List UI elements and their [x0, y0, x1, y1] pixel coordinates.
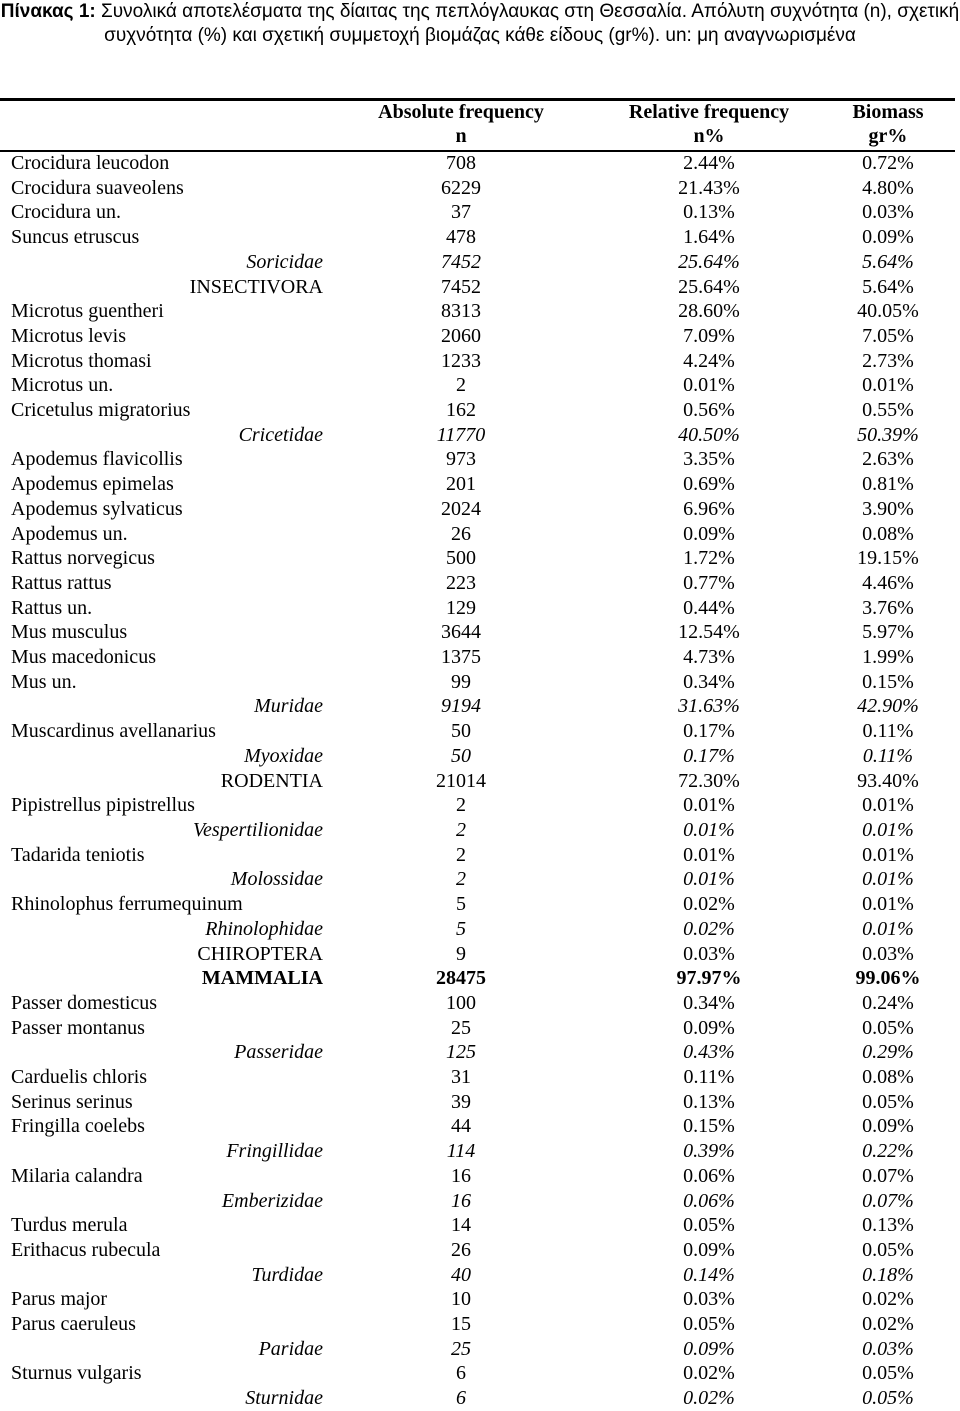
absolute-frequency-cell: 25 [451, 1016, 471, 1039]
absolute-frequency-cell: 15 [451, 1313, 471, 1336]
relative-frequency-cell: 0.11% [683, 1066, 735, 1089]
absolute-frequency-cell: 223 [446, 571, 476, 594]
biomass-cell: 0.08% [862, 522, 914, 545]
biomass-cell: 0.09% [862, 226, 914, 249]
absolute-frequency-cell: 6 [456, 1362, 466, 1385]
biomass-cell: 3.90% [862, 497, 914, 520]
taxon-name-cell: Turdidae [251, 1263, 323, 1286]
absolute-frequency-cell: 39 [451, 1090, 471, 1113]
biomass-cell: 42.90% [857, 695, 919, 718]
relative-frequency-cell: 0.09% [683, 1238, 735, 1261]
relative-frequency-cell: 0.34% [683, 991, 735, 1014]
taxon-name-cell: Molossidae [230, 868, 323, 891]
taxon-name-cell: Sturnidae [245, 1387, 323, 1410]
taxon-name-cell: Microtus levis [11, 324, 126, 347]
absolute-frequency-cell: 11770 [436, 423, 486, 446]
table-row [0, 1164, 960, 1189]
table-row [0, 1040, 960, 1065]
taxon-name-cell: Myoxidae [244, 744, 323, 767]
absolute-frequency-cell: 201 [446, 473, 476, 496]
table-row [0, 917, 960, 942]
taxon-name-cell: Tadarida teniotis [11, 843, 145, 866]
biomass-cell: 0.81% [862, 473, 914, 496]
taxon-name-cell: Sturnus vulgaris [11, 1362, 142, 1385]
table-body [0, 151, 960, 1411]
relative-frequency-cell: 0.01% [683, 843, 735, 866]
absolute-frequency-cell: 40 [451, 1263, 471, 1286]
absolute-frequency-cell: 129 [446, 596, 476, 619]
relative-frequency-cell: 72.30% [678, 769, 740, 792]
relative-frequency-cell: 0.01% [683, 818, 735, 841]
biomass-cell: 0.05% [862, 1016, 914, 1039]
absolute-frequency-cell: 99 [451, 670, 471, 693]
biomass-cell: 0.18% [862, 1263, 914, 1286]
relative-frequency-cell: 0.09% [683, 1337, 735, 1360]
absolute-frequency-cell: 16 [451, 1189, 471, 1212]
taxon-name-cell: Crocidura suaveolens [11, 176, 184, 199]
relative-frequency-cell: 0.02% [683, 1362, 735, 1385]
relative-frequency-cell: 0.06% [683, 1189, 735, 1212]
relative-frequency-cell: 1.64% [683, 226, 735, 249]
table-row [0, 991, 960, 1016]
table-row [0, 472, 960, 497]
biomass-cell: 93.40% [857, 769, 919, 792]
taxon-name-cell: Rattus un. [11, 596, 93, 619]
table-row [0, 867, 960, 892]
table-row [0, 892, 960, 917]
absolute-frequency-cell: 7452 [441, 250, 481, 273]
table-row [0, 942, 960, 967]
header-biomass-title: Biomass [852, 101, 924, 123]
relative-frequency-cell: 0.13% [683, 1090, 735, 1113]
biomass-cell: 0.29% [862, 1041, 914, 1064]
relative-frequency-cell: 0.17% [683, 720, 735, 743]
taxon-name-cell: MAMMALIA [201, 967, 323, 990]
table-row [0, 719, 960, 744]
taxon-name-cell: Serinus serinus [11, 1090, 133, 1113]
biomass-cell: 0.24% [862, 991, 914, 1014]
biomass-cell: 4.46% [862, 571, 914, 594]
header-relative-frequency [608, 100, 810, 150]
taxon-name-cell: Vespertilionidae [193, 818, 323, 841]
absolute-frequency-cell: 973 [446, 448, 476, 471]
relative-frequency-cell: 4.73% [683, 646, 735, 669]
taxon-name-cell: Muridae [254, 695, 323, 718]
header-absolute-frequency [360, 100, 562, 150]
relative-frequency-cell: 4.24% [683, 349, 735, 372]
biomass-cell: 0.01% [862, 794, 914, 817]
absolute-frequency-cell: 16 [451, 1164, 471, 1187]
table-row [0, 1139, 960, 1164]
biomass-cell: 0.08% [862, 1066, 914, 1089]
relative-frequency-cell: 25.64% [678, 250, 740, 273]
taxon-name-cell: Rattus norvegicus [11, 547, 155, 570]
relative-frequency-cell: 7.09% [683, 324, 735, 347]
table-row [0, 324, 960, 349]
relative-frequency-cell: 0.13% [683, 201, 735, 224]
biomass-cell: 4.80% [862, 176, 914, 199]
taxon-name-cell: Emberizidae [221, 1189, 323, 1212]
biomass-cell: 0.02% [862, 1288, 914, 1311]
taxon-name-cell: Erithacus rubecula [11, 1238, 161, 1261]
table-row [0, 1189, 960, 1214]
absolute-frequency-cell: 50 [451, 744, 471, 767]
header-biomass [828, 100, 948, 150]
absolute-frequency-cell: 37 [451, 201, 471, 224]
absolute-frequency-cell: 5 [456, 893, 466, 916]
taxon-name-cell: Soricidae [246, 250, 323, 273]
table-row [0, 1016, 960, 1041]
absolute-frequency-cell: 28475 [436, 967, 486, 990]
taxon-name-cell: Pipistrellus pipistrellus [11, 794, 195, 817]
biomass-cell: 5.64% [862, 275, 914, 298]
taxon-name-cell: Apodemus un. [11, 522, 128, 545]
table-row [0, 423, 960, 448]
taxon-name-cell: Crocidura leucodon [11, 152, 170, 174]
table-row [0, 1361, 960, 1386]
absolute-frequency-cell: 478 [446, 226, 476, 249]
caption-text: Συνολικά αποτελέσματα της δίαιτας της πεπλόγλαυκας στη Θεσσαλία. Απόλυτη συχνότητα (n), σχετική συχνότητα (%) και σχετική συμμετοχή βιομάζας κάθε είδους (gr%). un: μη αναγνωρισμένα [101, 1, 960, 46]
table-row [0, 275, 960, 300]
absolute-frequency-cell: 6 [456, 1387, 466, 1410]
biomass-cell: 40.05% [857, 300, 919, 323]
absolute-frequency-cell: 2 [456, 794, 466, 817]
biomass-cell: 0.01% [862, 843, 914, 866]
absolute-frequency-cell: 125 [446, 1041, 476, 1064]
table-row [0, 373, 960, 398]
absolute-frequency-cell: 8313 [441, 300, 481, 323]
taxon-name-cell: Mus un. [11, 670, 77, 693]
relative-frequency-cell: 2.44% [683, 152, 735, 174]
relative-frequency-cell: 97.97% [676, 967, 742, 990]
taxon-name-cell: Carduelis chloris [11, 1066, 148, 1089]
table-row [0, 1065, 960, 1090]
table-row [0, 299, 960, 324]
biomass-cell: 2.63% [862, 448, 914, 471]
relative-frequency-cell: 0.34% [683, 670, 735, 693]
relative-frequency-cell: 28.60% [678, 300, 740, 323]
taxon-name-cell: Mus musculus [11, 621, 128, 644]
taxon-name-cell: Mus macedonicus [11, 646, 156, 669]
biomass-cell: 0.05% [862, 1090, 914, 1113]
absolute-frequency-cell: 21014 [436, 769, 486, 792]
relative-frequency-cell: 0.69% [683, 473, 735, 496]
biomass-cell: 0.01% [862, 868, 914, 891]
absolute-frequency-cell: 2 [456, 868, 466, 891]
table-row [0, 225, 960, 250]
header-absolute-title: Absolute frequency [378, 101, 544, 123]
table-row [0, 1238, 960, 1263]
absolute-frequency-cell: 1233 [441, 349, 481, 372]
relative-frequency-cell: 0.03% [683, 942, 735, 965]
biomass-cell: 0.03% [862, 1337, 914, 1360]
absolute-frequency-cell: 25 [451, 1337, 471, 1360]
taxon-name-cell: RODENTIA [220, 769, 323, 792]
relative-frequency-cell: 21.43% [678, 176, 740, 199]
taxon-name-cell: Turdus merula [11, 1214, 128, 1237]
taxon-name-cell: Parus major [11, 1288, 108, 1311]
biomass-cell: 50.39% [857, 423, 919, 446]
header-absolute-unit: n [455, 125, 467, 147]
relative-frequency-cell: 0.05% [683, 1214, 735, 1237]
relative-frequency-cell: 0.09% [683, 522, 735, 545]
absolute-frequency-cell: 31 [451, 1066, 471, 1089]
taxon-name-cell: Passeridae [234, 1041, 323, 1064]
taxon-name-cell: Milaria calandra [11, 1164, 143, 1187]
absolute-frequency-cell: 114 [446, 1140, 476, 1163]
table-row [0, 769, 960, 794]
relative-frequency-cell: 31.63% [678, 695, 740, 718]
relative-frequency-cell: 0.02% [683, 917, 735, 940]
relative-frequency-cell: 0.17% [683, 744, 735, 767]
taxon-name-cell: Suncus etruscus [11, 226, 140, 249]
biomass-cell: 0.07% [862, 1189, 914, 1212]
table-row [0, 1114, 960, 1139]
taxon-name-cell: Microtus thomasi [11, 349, 152, 372]
table-row [0, 398, 960, 423]
absolute-frequency-cell: 6229 [441, 176, 481, 199]
absolute-frequency-cell: 50 [451, 720, 471, 743]
biomass-cell: 7.05% [862, 324, 914, 347]
taxon-name-cell: Microtus guentheri [11, 300, 164, 323]
table-row [0, 966, 960, 991]
biomass-cell: 0.15% [862, 670, 914, 693]
table-row [0, 522, 960, 547]
taxon-name-cell: Microtus un. [11, 374, 114, 397]
absolute-frequency-cell: 9194 [441, 695, 481, 718]
biomass-cell: 19.15% [857, 547, 919, 570]
absolute-frequency-cell: 3644 [441, 621, 481, 644]
taxon-name-cell: Apodemus sylvaticus [11, 497, 183, 520]
relative-frequency-cell: 0.14% [683, 1263, 735, 1286]
taxon-name-cell: Parus caeruleus [11, 1313, 136, 1336]
table-row [0, 645, 960, 670]
biomass-cell: 0.05% [862, 1238, 914, 1261]
table-row [0, 151, 960, 176]
absolute-frequency-cell: 1375 [441, 646, 481, 669]
relative-frequency-cell: 25.64% [678, 275, 740, 298]
taxon-name-cell: Crocidura un. [11, 201, 121, 224]
absolute-frequency-cell: 5 [456, 917, 466, 940]
absolute-frequency-cell: 26 [451, 1238, 471, 1261]
table-row [0, 1263, 960, 1288]
biomass-cell: 0.05% [862, 1387, 914, 1410]
relative-frequency-cell: 3.35% [683, 448, 735, 471]
taxon-name-cell: Muscardinus avellanarius [11, 720, 216, 743]
relative-frequency-cell: 0.44% [683, 596, 735, 619]
relative-frequency-cell: 12.54% [678, 621, 740, 644]
table-row [0, 349, 960, 374]
absolute-frequency-cell: 2060 [441, 324, 481, 347]
relative-frequency-cell: 0.56% [683, 399, 735, 422]
relative-frequency-cell: 0.03% [683, 1288, 735, 1311]
absolute-frequency-cell: 26 [451, 522, 471, 545]
biomass-cell: 0.09% [862, 1115, 914, 1138]
biomass-cell: 0.03% [862, 942, 914, 965]
table-row [0, 1287, 960, 1312]
table-row [0, 250, 960, 275]
absolute-frequency-cell: 44 [451, 1115, 471, 1138]
biomass-cell: 0.03% [862, 201, 914, 224]
relative-frequency-cell: 40.50% [678, 423, 740, 446]
table-row [0, 620, 960, 645]
biomass-cell: 0.11% [862, 744, 914, 767]
table-row [0, 1312, 960, 1337]
taxon-name-cell: Fringilla coelebs [11, 1115, 145, 1138]
table-row [0, 596, 960, 621]
biomass-cell: 0.07% [862, 1164, 914, 1187]
biomass-cell: 0.01% [862, 818, 914, 841]
table-row [0, 1386, 960, 1411]
absolute-frequency-cell: 100 [446, 991, 476, 1014]
biomass-cell: 0.01% [862, 374, 914, 397]
table-row [0, 497, 960, 522]
taxon-name-cell: Cricetulus migratorius [11, 399, 191, 422]
absolute-frequency-cell: 14 [451, 1214, 471, 1237]
table-row [0, 447, 960, 472]
biomass-cell: 3.76% [862, 596, 914, 619]
table-row [0, 571, 960, 596]
biomass-cell: 99.06% [855, 967, 921, 990]
table-row [0, 818, 960, 843]
taxon-name-cell: Passer montanus [11, 1016, 145, 1039]
table-row [0, 843, 960, 868]
biomass-cell: 0.13% [862, 1214, 914, 1237]
table-row [0, 546, 960, 571]
relative-frequency-cell: 0.15% [683, 1115, 735, 1138]
relative-frequency-cell: 0.02% [683, 893, 735, 916]
biomass-cell: 0.11% [862, 720, 914, 743]
taxon-name-cell: Fringillidae [226, 1140, 323, 1163]
biomass-cell: 0.01% [862, 917, 914, 940]
absolute-frequency-cell: 2 [456, 374, 466, 397]
biomass-cell: 0.55% [862, 399, 914, 422]
table-row [0, 670, 960, 695]
absolute-frequency-cell: 162 [446, 399, 476, 422]
taxon-name-cell: CHIROPTERA [197, 942, 323, 965]
table-row [0, 176, 960, 201]
taxon-name-cell: Apodemus flavicollis [11, 448, 183, 471]
table-row [0, 1213, 960, 1238]
relative-frequency-cell: 0.09% [683, 1016, 735, 1039]
header-relative-unit: n% [693, 125, 725, 147]
relative-frequency-cell: 0.02% [683, 1387, 735, 1410]
biomass-cell: 0.02% [862, 1313, 914, 1336]
caption-label: Πίνακας 1: [0, 1, 96, 22]
absolute-frequency-cell: 2 [456, 818, 466, 841]
table-row [0, 694, 960, 719]
absolute-frequency-cell: 2 [456, 843, 466, 866]
biomass-cell: 2.73% [862, 349, 914, 372]
biomass-cell: 1.99% [862, 646, 914, 669]
taxon-name-cell: Apodemus epimelas [11, 473, 174, 496]
table-row [0, 793, 960, 818]
biomass-cell: 0.22% [862, 1140, 914, 1163]
taxon-name-cell: Rhinolophus ferrumequinum [11, 893, 243, 916]
relative-frequency-cell: 0.01% [683, 374, 735, 397]
relative-frequency-cell: 0.05% [683, 1313, 735, 1336]
table-row [0, 1337, 960, 1362]
biomass-cell: 0.01% [862, 893, 914, 916]
taxon-name-cell: Rattus rattus [11, 571, 112, 594]
header-relative-title: Relative frequency [628, 101, 790, 123]
taxon-name-cell: Cricetidae [238, 423, 323, 446]
taxon-name-cell: Paridae [258, 1337, 323, 1360]
taxon-name-cell: Passer domesticus [11, 991, 158, 1014]
relative-frequency-cell: 0.77% [683, 571, 735, 594]
relative-frequency-cell: 0.01% [683, 794, 735, 817]
relative-frequency-cell: 0.01% [683, 868, 735, 891]
absolute-frequency-cell: 10 [451, 1288, 471, 1311]
biomass-cell: 5.64% [862, 250, 914, 273]
table-caption [0, 0, 960, 48]
table-row [0, 200, 960, 225]
relative-frequency-cell: 6.96% [683, 497, 735, 520]
table-row [0, 744, 960, 769]
relative-frequency-cell: 0.06% [683, 1164, 735, 1187]
taxon-name-cell: INSECTIVORA [189, 275, 323, 298]
absolute-frequency-cell: 708 [446, 152, 476, 174]
absolute-frequency-cell: 9 [456, 942, 466, 965]
header-biomass-unit: gr% [868, 125, 908, 147]
absolute-frequency-cell: 500 [446, 547, 476, 570]
relative-frequency-cell: 0.43% [683, 1041, 735, 1064]
biomass-cell: 0.72% [862, 152, 914, 174]
absolute-frequency-cell: 7452 [441, 275, 481, 298]
biomass-cell: 5.97% [862, 621, 914, 644]
taxon-name-cell: Rhinolophidae [205, 917, 323, 940]
absolute-frequency-cell: 2024 [441, 497, 481, 520]
biomass-cell: 0.05% [862, 1362, 914, 1385]
relative-frequency-cell: 1.72% [683, 547, 735, 570]
relative-frequency-cell: 0.39% [683, 1140, 735, 1163]
table-row [0, 1090, 960, 1115]
